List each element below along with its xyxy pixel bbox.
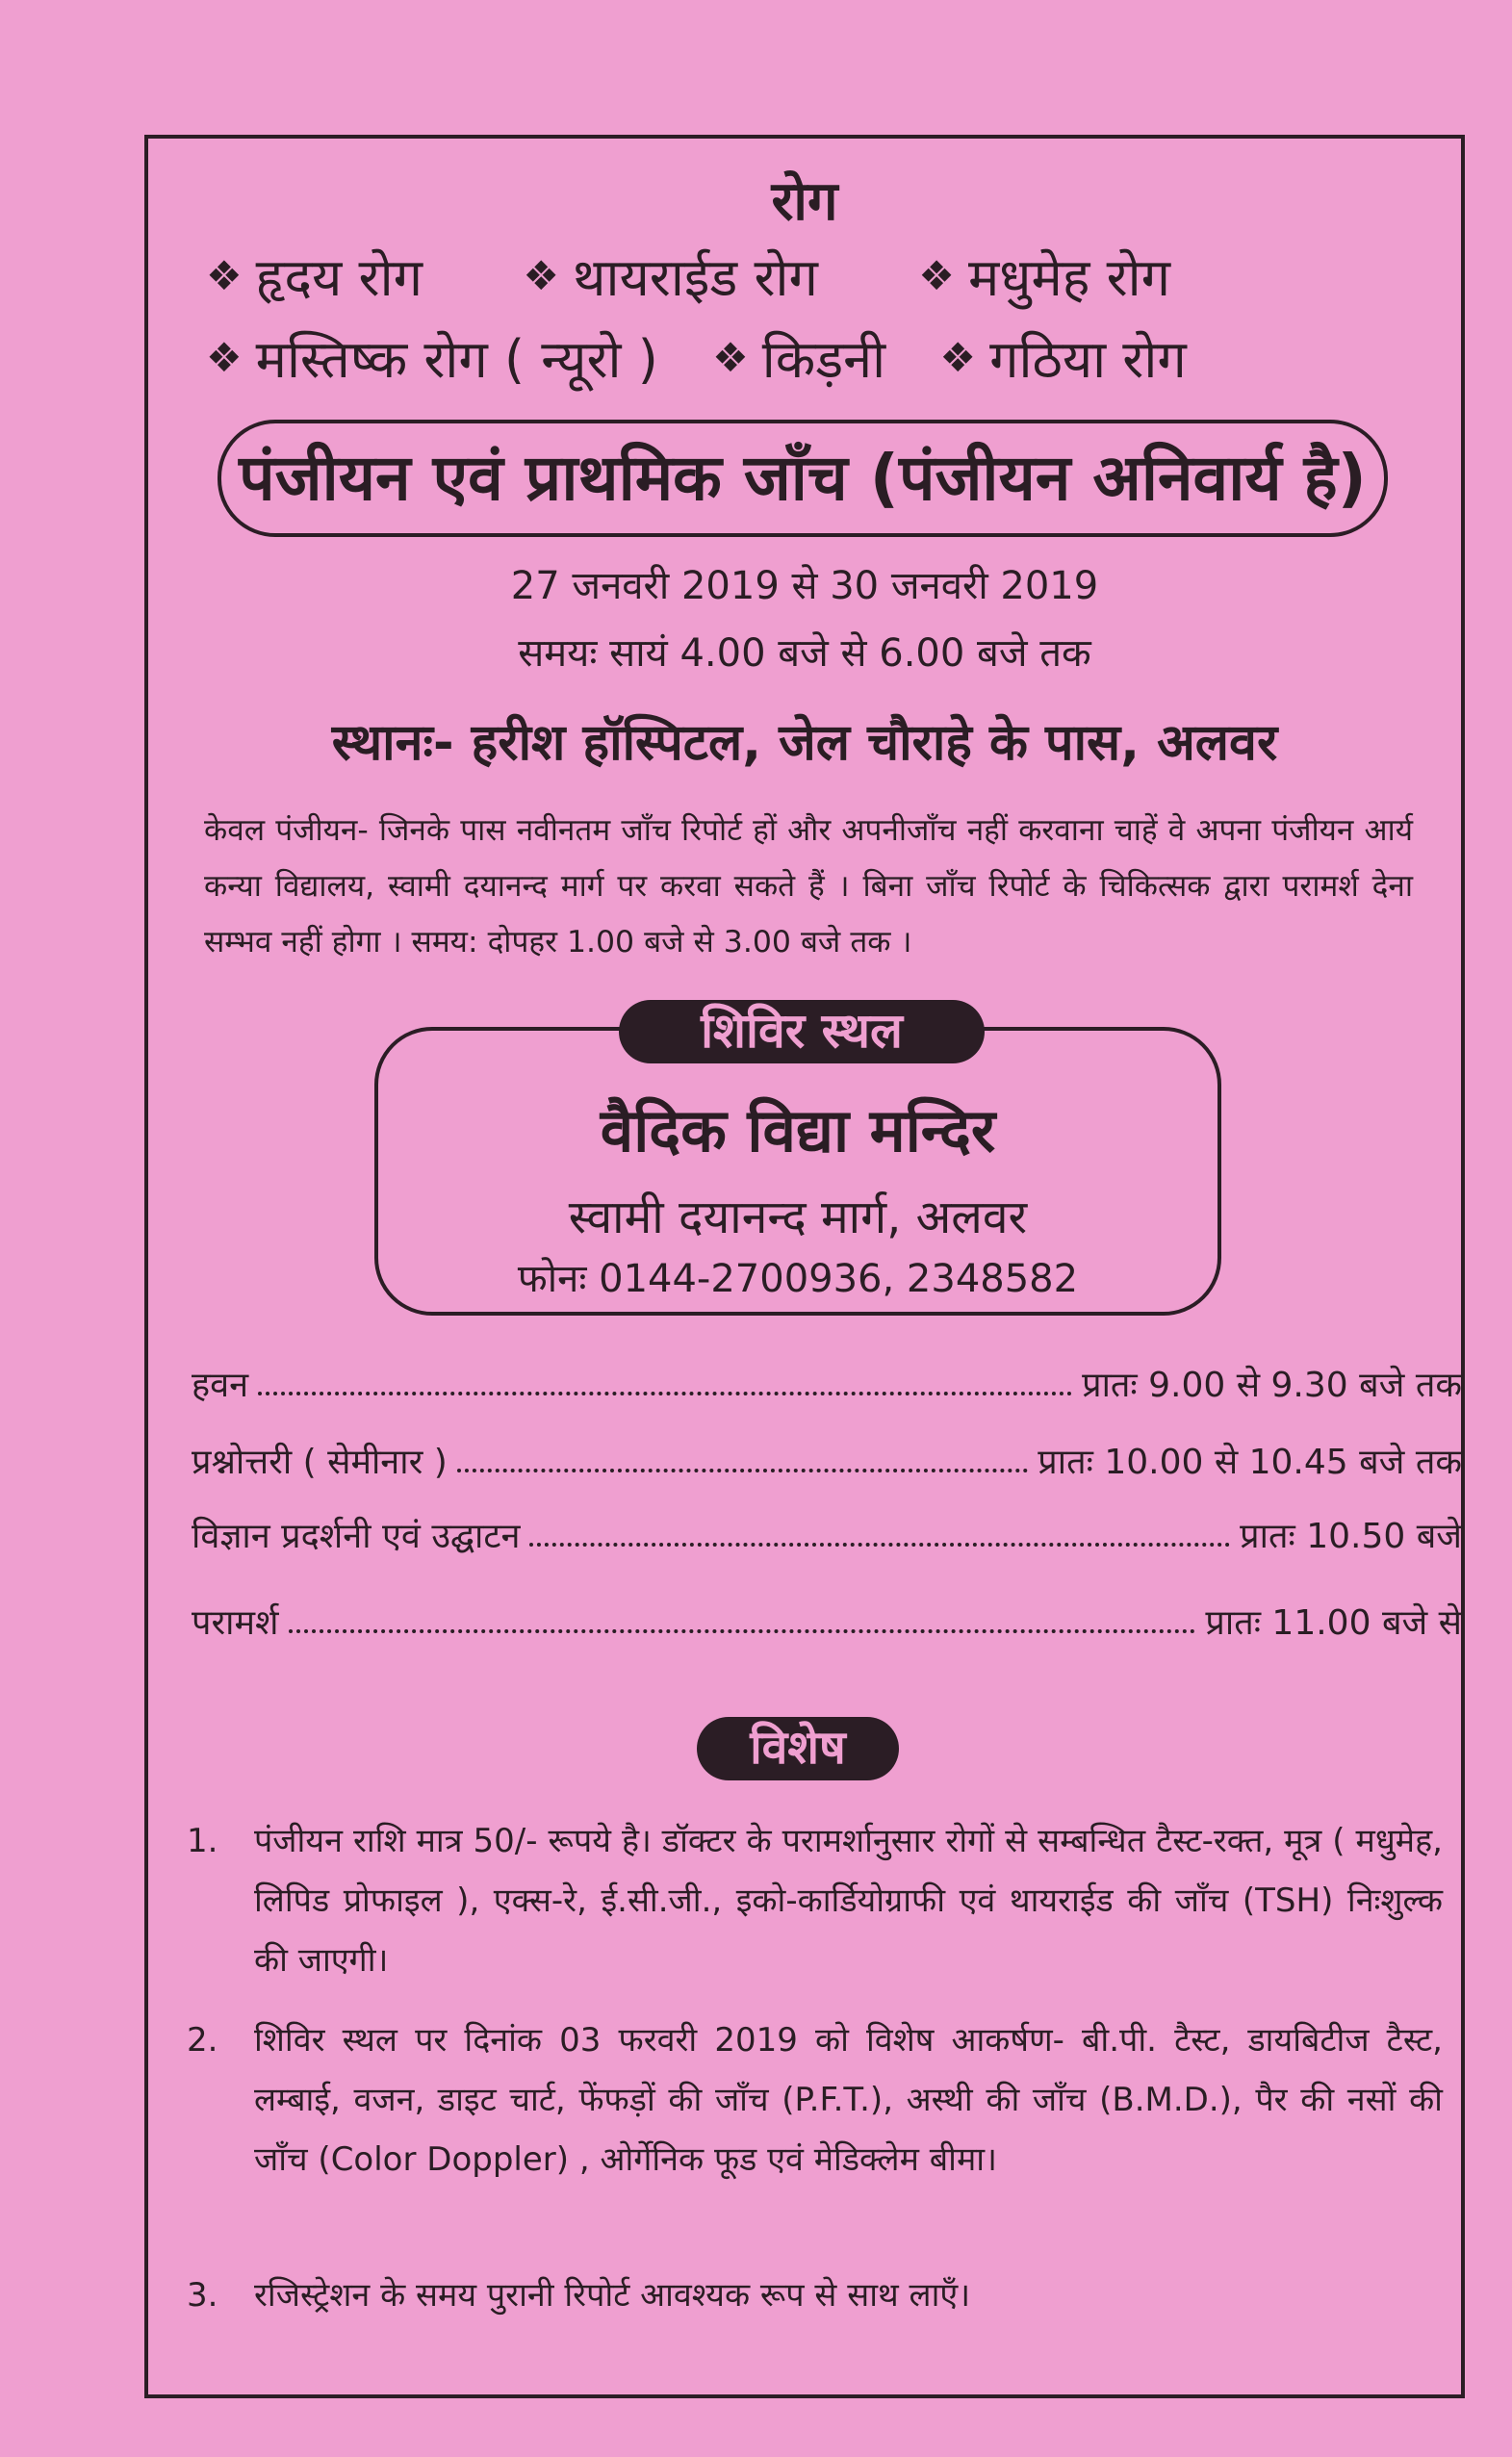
- schedule-time: प्रातः 10.00 से 10.45 बजे तक: [1038, 1443, 1462, 1482]
- schedule-row: [192, 1349, 1462, 1407]
- item-number: 3.: [187, 2276, 218, 2315]
- item-number: 1.: [187, 1822, 218, 1860]
- disease-item: गठिया रोग: [989, 329, 1187, 390]
- diamond-bullet-icon: ❖: [206, 334, 243, 381]
- item-text: रजिस्ट्रेशन के समय पुरानी रिपोर्ट आवश्यक रूप से साथ लाएँ।: [254, 2276, 971, 2315]
- disease-item: थायराईड रोग: [573, 247, 818, 308]
- leader-dots: [457, 1469, 1028, 1472]
- diamond-bullet-icon: ❖: [206, 252, 243, 299]
- registration-time: समयः सायं 4.00 बजे से 6.00 बजे तक: [518, 631, 1091, 676]
- venue-phone: फोनः 0144-2700936, 2348582: [517, 1257, 1079, 1301]
- disease-item: किड़नी: [761, 329, 886, 390]
- diamond-bullet-icon: ❖: [523, 252, 559, 299]
- special-badge: विशेष: [697, 1717, 899, 1780]
- flyer-frame: [144, 135, 1465, 2398]
- diamond-bullet-icon: ❖: [712, 334, 749, 381]
- venue-name: वैदिक विद्या मन्दिर: [600, 1095, 996, 1165]
- venue-address: स्वामी दयानन्द मार्ग, अलवर: [568, 1190, 1028, 1244]
- disease-item: मस्तिष्क रोग ( न्यूरो ): [255, 329, 658, 390]
- leader-dots: [289, 1629, 1196, 1633]
- schedule-row: [192, 1587, 1462, 1645]
- schedule-label: परामर्श: [192, 1603, 279, 1643]
- schedule-row: [192, 1500, 1462, 1558]
- venue-badge: शिविर स्थल: [619, 1000, 985, 1063]
- disease-item: मधुमेह रोग: [967, 247, 1171, 308]
- leader-dots: [258, 1392, 1072, 1395]
- disease-row-2: [206, 321, 1187, 393]
- item-text: पंजीयन राशि मात्र 50/- रूपये है। डॉक्टर के परामर्शानुसार रोगों से सम्बन्धित टैस्ट-रक्त, मूत्र ( मधुमेह, लिपिड प्रोफाइल ), एक्स-रे, ई.सी.जी., इको-कार्डियोग्राफी एवं थायराईड की जाँच (TSH) निःशुल्क की जाएगी।: [254, 1822, 1443, 1980]
- special-item: [187, 2010, 1443, 2189]
- section-heading: रोग: [771, 170, 838, 233]
- diamond-bullet-icon: ❖: [918, 252, 955, 299]
- registration-title: पंजीयन एवं प्राथमिक जाँच (पंजीयन अनिवार्य है): [218, 420, 1388, 537]
- registration-note: केवल पंजीयन- जिनके पास नवीनतम जाँच रिपोर्ट हों और अपनीजाँच नहीं करवाना चाहें वे अपना पंजीयन आर्य कन्या विद्यालय, स्वामी दयानन्द मार्ग पर करवा सकते हैं । बिना जाँच रिपोर्ट के चिकित्सक द्वारा परामर्श देना सम्भव नहीं होगा । समय: दोपहर 1.00 बजे से 3.00 बजे तक ।: [204, 813, 1413, 960]
- schedule-label: प्रश्नोत्तरी ( सेमीनार ): [192, 1443, 448, 1482]
- schedule-label: विज्ञान प्रदर्शनी एवं उद्घाटन: [192, 1517, 521, 1556]
- special-item: [187, 2265, 1443, 2325]
- disease-item: हृदय रोग: [255, 247, 423, 308]
- leader-dots: [529, 1543, 1230, 1547]
- schedule-time: प्रातः 10.50 बजे: [1240, 1517, 1462, 1556]
- item-text: शिविर स्थल पर दिनांक 03 फरवरी 2019 को विशेष आकर्षण- बी.पी. टैस्ट, डायबिटीज टैस्ट, लम्बाई, वजन, डाइट चार्ट, फेंफड़ों की जाँच (P.F.T.), अस्थी की जाँच (B.M.D.), पैर की नसों की जाँच (Color Doppler) , ओर्गेनिक फूड एवं मेडिक्लेम बीमा।: [254, 2021, 1443, 2179]
- item-number: 2.: [187, 2021, 218, 2060]
- registration-dates: 27 जनवरी 2019 से 30 जनवरी 2019: [510, 564, 1099, 608]
- schedule-row: [192, 1426, 1462, 1484]
- special-item: [187, 1811, 1443, 1990]
- schedule-time: प्रातः 11.00 बजे से: [1205, 1603, 1462, 1643]
- disease-row-1: [206, 240, 1170, 311]
- schedule-label: हवन: [192, 1366, 249, 1405]
- schedule-time: प्रातः 9.00 से 9.30 बजे तक: [1082, 1366, 1462, 1405]
- registration-place: स्थानः- हरीश हॉस्पिटल, जेल चौराहे के पास, अलवर: [331, 714, 1278, 772]
- venue-box: [374, 1003, 1221, 1316]
- diamond-bullet-icon: ❖: [939, 334, 977, 381]
